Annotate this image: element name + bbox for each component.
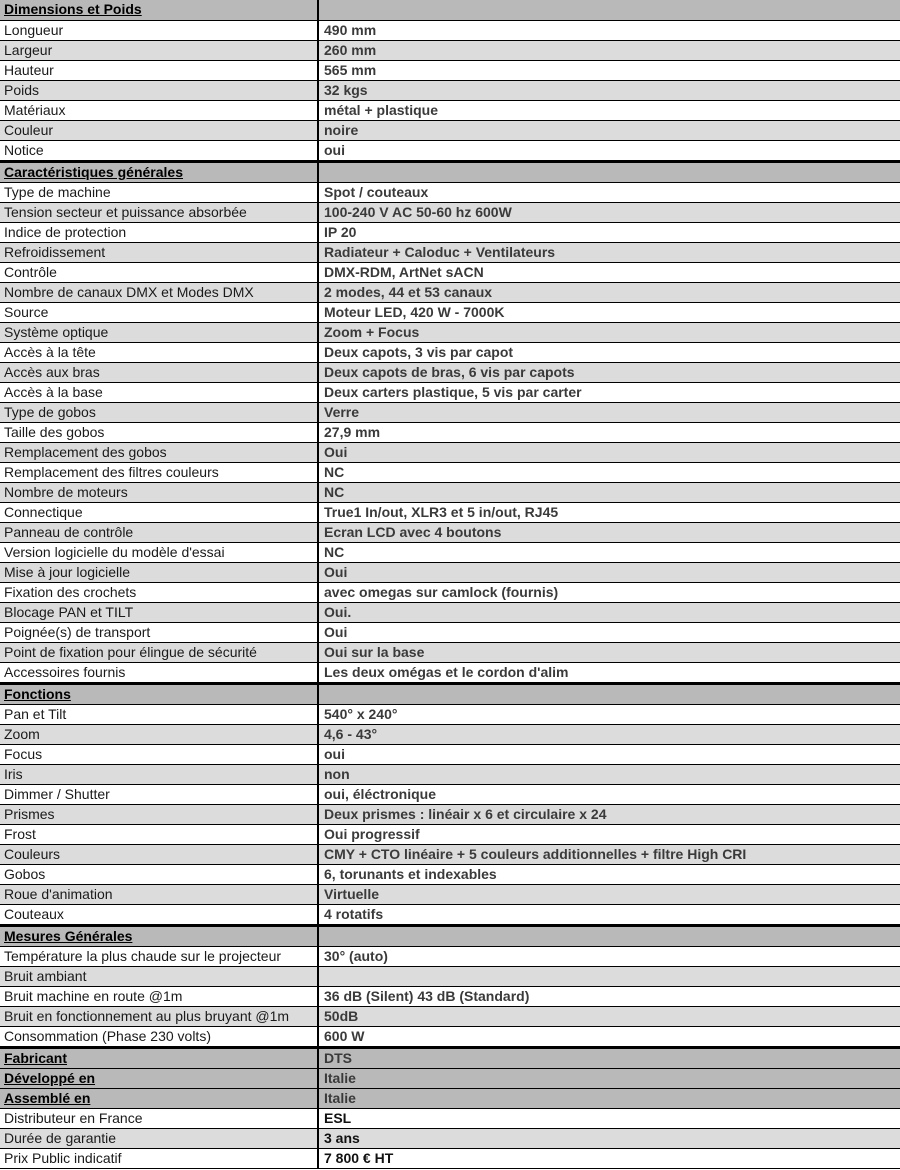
spec-label: Développé en bbox=[0, 1068, 318, 1088]
spec-label: Bruit ambiant bbox=[0, 966, 318, 986]
spec-label: Refroidissement bbox=[0, 242, 318, 262]
spec-label: Fabricant bbox=[0, 1047, 318, 1068]
spec-label: Assemblé en bbox=[0, 1088, 318, 1108]
spec-row bbox=[0, 140, 900, 161]
spec-row bbox=[0, 362, 900, 382]
spec-label: Contrôle bbox=[0, 262, 318, 282]
spec-value: 565 mm bbox=[318, 60, 900, 80]
spec-label: Type de machine bbox=[0, 182, 318, 202]
spec-label: Dimmer / Shutter bbox=[0, 784, 318, 804]
spec-row bbox=[0, 182, 900, 202]
spec-row bbox=[0, 1006, 900, 1026]
spec-row bbox=[0, 986, 900, 1006]
spec-row bbox=[0, 582, 900, 602]
spec-value: Oui progressif bbox=[318, 824, 900, 844]
spec-value: NC bbox=[318, 462, 900, 482]
spec-value: avec omegas sur camlock (fournis) bbox=[318, 582, 900, 602]
spec-row bbox=[0, 1026, 900, 1047]
spec-row bbox=[0, 40, 900, 60]
section-title: Fonctions bbox=[0, 683, 318, 704]
section-header-blank bbox=[318, 925, 900, 946]
spec-value: Italie bbox=[318, 1068, 900, 1088]
spec-value: CMY + CTO linéaire + 5 couleurs additionnelles + filtre High CRI bbox=[318, 844, 900, 864]
spec-row bbox=[0, 282, 900, 302]
spec-value: Moteur LED, 420 W - 7000K bbox=[318, 302, 900, 322]
spec-value: Oui bbox=[318, 442, 900, 462]
spec-row bbox=[0, 302, 900, 322]
spec-label: Nombre de moteurs bbox=[0, 482, 318, 502]
spec-label: Mise à jour logicielle bbox=[0, 562, 318, 582]
spec-value: NC bbox=[318, 482, 900, 502]
spec-value: 27,9 mm bbox=[318, 422, 900, 442]
footer-row bbox=[0, 1088, 900, 1108]
spec-row bbox=[0, 784, 900, 804]
spec-value: Deux prismes : linéair x 6 et circulaire x 24 bbox=[318, 804, 900, 824]
spec-value: 2 modes, 44 et 53 canaux bbox=[318, 282, 900, 302]
spec-label: Accès à la base bbox=[0, 382, 318, 402]
spec-label: Prix Public indicatif bbox=[0, 1148, 318, 1168]
spec-value: Radiateur + Caloduc + Ventilateurs bbox=[318, 242, 900, 262]
spec-row bbox=[0, 502, 900, 522]
section-title: Caractéristiques générales bbox=[0, 161, 318, 182]
spec-row bbox=[0, 622, 900, 642]
spec-row bbox=[0, 662, 900, 683]
spec-row bbox=[0, 804, 900, 824]
spec-label: Notice bbox=[0, 140, 318, 161]
spec-label: Remplacement des filtres couleurs bbox=[0, 462, 318, 482]
section-title: Dimensions et Poids bbox=[0, 0, 318, 20]
spec-row bbox=[0, 864, 900, 884]
spec-label: Accès à la tête bbox=[0, 342, 318, 362]
spec-label: Bruit en fonctionnement au plus bruyant @1m bbox=[0, 1006, 318, 1026]
spec-label: Type de gobos bbox=[0, 402, 318, 422]
spec-value: Zoom + Focus bbox=[318, 322, 900, 342]
footer-row bbox=[0, 1047, 900, 1068]
spec-row bbox=[0, 322, 900, 342]
spec-value: métal + plastique bbox=[318, 100, 900, 120]
spec-value: Deux capots, 3 vis par capot bbox=[318, 342, 900, 362]
spec-label: Accessoires fournis bbox=[0, 662, 318, 683]
spec-label: Système optique bbox=[0, 322, 318, 342]
spec-value: non bbox=[318, 764, 900, 784]
spec-row bbox=[0, 966, 900, 986]
spec-label: Distributeur en France bbox=[0, 1108, 318, 1128]
spec-label: Connectique bbox=[0, 502, 318, 522]
spec-row bbox=[0, 562, 900, 582]
spec-row bbox=[0, 262, 900, 282]
spec-label: Iris bbox=[0, 764, 318, 784]
footer-row bbox=[0, 1128, 900, 1148]
spec-label: Panneau de contrôle bbox=[0, 522, 318, 542]
spec-row bbox=[0, 522, 900, 542]
spec-value: 3 ans bbox=[318, 1128, 900, 1148]
spec-label: Couleur bbox=[0, 120, 318, 140]
footer-row bbox=[0, 1068, 900, 1088]
spec-value: 600 W bbox=[318, 1026, 900, 1047]
spec-label: Taille des gobos bbox=[0, 422, 318, 442]
footer-row bbox=[0, 1108, 900, 1128]
spec-value: Oui bbox=[318, 622, 900, 642]
spec-row bbox=[0, 202, 900, 222]
spec-value: 6, torunants et indexables bbox=[318, 864, 900, 884]
spec-row bbox=[0, 482, 900, 502]
spec-label: Nombre de canaux DMX et Modes DMX bbox=[0, 282, 318, 302]
spec-value: Oui. bbox=[318, 602, 900, 622]
spec-value: Deux carters plastique, 5 vis par carter bbox=[318, 382, 900, 402]
spec-row bbox=[0, 120, 900, 140]
spec-row bbox=[0, 422, 900, 442]
spec-value: 540° x 240° bbox=[318, 704, 900, 724]
section-header-row bbox=[0, 0, 900, 20]
section-header-blank bbox=[318, 683, 900, 704]
spec-value: 490 mm bbox=[318, 20, 900, 40]
spec-label: Poids bbox=[0, 80, 318, 100]
spec-label: Version logicielle du modèle d'essai bbox=[0, 542, 318, 562]
spec-row bbox=[0, 642, 900, 662]
spec-label: Zoom bbox=[0, 724, 318, 744]
spec-row bbox=[0, 704, 900, 724]
spec-row bbox=[0, 844, 900, 864]
spec-label: Longueur bbox=[0, 20, 318, 40]
spec-label: Consommation (Phase 230 volts) bbox=[0, 1026, 318, 1047]
spec-value: 7 800 € HT bbox=[318, 1148, 900, 1168]
spec-row bbox=[0, 946, 900, 966]
spec-value: Les deux omégas et le cordon d'alim bbox=[318, 662, 900, 683]
spec-value: Virtuelle bbox=[318, 884, 900, 904]
spec-label: Matériaux bbox=[0, 100, 318, 120]
spec-value: 260 mm bbox=[318, 40, 900, 60]
spec-value: noire bbox=[318, 120, 900, 140]
spec-label: Remplacement des gobos bbox=[0, 442, 318, 462]
spec-row bbox=[0, 462, 900, 482]
spec-label: Fixation des crochets bbox=[0, 582, 318, 602]
spec-value: Oui bbox=[318, 562, 900, 582]
section-title: Mesures Générales bbox=[0, 925, 318, 946]
spec-label: Tension secteur et puissance absorbée bbox=[0, 202, 318, 222]
spec-row bbox=[0, 402, 900, 422]
spec-label: Gobos bbox=[0, 864, 318, 884]
spec-row bbox=[0, 904, 900, 925]
spec-value: Deux capots de bras, 6 vis par capots bbox=[318, 362, 900, 382]
section-header-blank bbox=[318, 0, 900, 20]
spec-label: Indice de protection bbox=[0, 222, 318, 242]
spec-row bbox=[0, 222, 900, 242]
spec-value: 4,6 - 43° bbox=[318, 724, 900, 744]
spec-label: Prismes bbox=[0, 804, 318, 824]
spec-value: 32 kgs bbox=[318, 80, 900, 100]
spec-row bbox=[0, 342, 900, 362]
spec-label: Frost bbox=[0, 824, 318, 844]
section-header-blank bbox=[318, 161, 900, 182]
section-header-row bbox=[0, 161, 900, 182]
section-header-row bbox=[0, 683, 900, 704]
spec-row bbox=[0, 542, 900, 562]
spec-label: Focus bbox=[0, 744, 318, 764]
spec-row bbox=[0, 242, 900, 262]
spec-row bbox=[0, 20, 900, 40]
spec-label: Roue d'animation bbox=[0, 884, 318, 904]
spec-row bbox=[0, 602, 900, 622]
spec-label: Point de fixation pour élingue de sécurité bbox=[0, 642, 318, 662]
spec-label: Blocage PAN et TILT bbox=[0, 602, 318, 622]
spec-label: Accès aux bras bbox=[0, 362, 318, 382]
spec-value: Oui sur la base bbox=[318, 642, 900, 662]
spec-label: Source bbox=[0, 302, 318, 322]
spec-row bbox=[0, 764, 900, 784]
spec-label: Couteaux bbox=[0, 904, 318, 925]
spec-label: Hauteur bbox=[0, 60, 318, 80]
spec-value: True1 In/out, XLR3 et 5 in/out, RJ45 bbox=[318, 502, 900, 522]
spec-row bbox=[0, 824, 900, 844]
spec-value: DMX-RDM, ArtNet sACN bbox=[318, 262, 900, 282]
spec-value: ESL bbox=[318, 1108, 900, 1128]
spec-label: Bruit machine en route @1m bbox=[0, 986, 318, 1006]
spec-value: 36 dB (Silent) 43 dB (Standard) bbox=[318, 986, 900, 1006]
spec-value: Verre bbox=[318, 402, 900, 422]
spec-label: Température la plus chaude sur le projecteur bbox=[0, 946, 318, 966]
spec-row bbox=[0, 744, 900, 764]
spec-label: Poignée(s) de transport bbox=[0, 622, 318, 642]
spec-value: NC bbox=[318, 542, 900, 562]
spec-value: 50dB bbox=[318, 1006, 900, 1026]
spec-label: Couleurs bbox=[0, 844, 318, 864]
spec-value: oui, éléctronique bbox=[318, 784, 900, 804]
spec-row bbox=[0, 884, 900, 904]
spec-label: Largeur bbox=[0, 40, 318, 60]
spec-value: IP 20 bbox=[318, 222, 900, 242]
spec-value: 100-240 V AC 50-60 hz 600W bbox=[318, 202, 900, 222]
spec-value: Spot / couteaux bbox=[318, 182, 900, 202]
spec-value: 4 rotatifs bbox=[318, 904, 900, 925]
spec-label: Pan et Tilt bbox=[0, 704, 318, 724]
footer-row bbox=[0, 1148, 900, 1168]
spec-row bbox=[0, 382, 900, 402]
spec-value bbox=[318, 966, 900, 986]
spec-label: Durée de garantie bbox=[0, 1128, 318, 1148]
spec-value: DTS bbox=[318, 1047, 900, 1068]
spec-row bbox=[0, 60, 900, 80]
spec-value: oui bbox=[318, 140, 900, 161]
spec-value: Italie bbox=[318, 1088, 900, 1108]
spec-value: Ecran LCD avec 4 boutons bbox=[318, 522, 900, 542]
section-header-row bbox=[0, 925, 900, 946]
spec-row bbox=[0, 80, 900, 100]
spec-row bbox=[0, 442, 900, 462]
spec-value: oui bbox=[318, 744, 900, 764]
spec-row bbox=[0, 100, 900, 120]
spec-row bbox=[0, 724, 900, 744]
spec-value: 30° (auto) bbox=[318, 946, 900, 966]
